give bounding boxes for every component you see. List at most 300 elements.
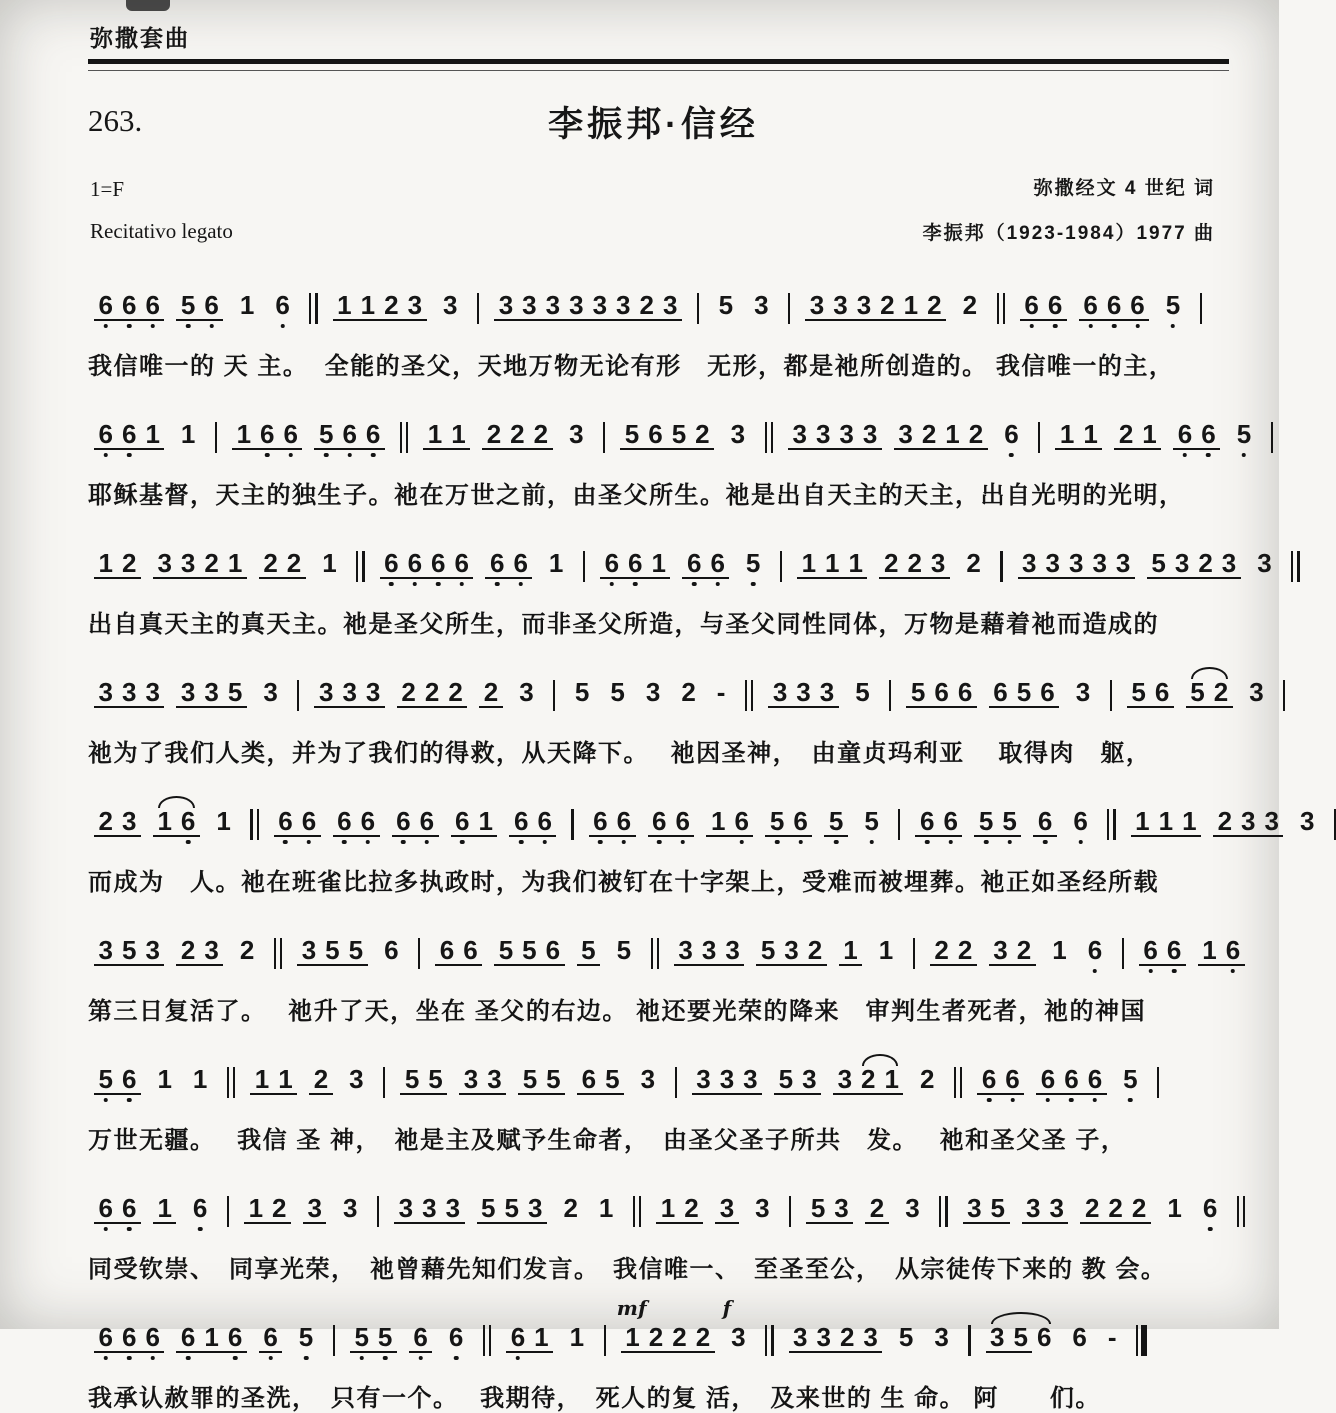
notes-row: [88, 799, 1315, 853]
note-group: [1055, 420, 1102, 450]
note: 5: [424, 1065, 447, 1095]
note-group: [232, 420, 302, 450]
note: 5: [494, 936, 517, 966]
note-group: [860, 807, 883, 835]
notes-row: [88, 1186, 1219, 1240]
tie-arc: [153, 807, 200, 837]
note: 1: [239, 290, 255, 320]
note-group: [1232, 420, 1255, 448]
tie-arc: [857, 1065, 904, 1095]
note: 2: [857, 1065, 880, 1095]
note: 2: [397, 678, 420, 708]
note: 2: [1127, 1194, 1150, 1224]
note: 6: [117, 1065, 140, 1095]
note-group: [380, 549, 474, 579]
lyrics-row: 出自真天主的真天主。祂是圣父所生，而非圣父所造，与圣父同性同体，万物是藉着祂而造成的: [88, 611, 1159, 638]
note: 1: [1055, 420, 1078, 450]
barline-single: [968, 1325, 970, 1356]
note-group: [153, 807, 200, 837]
note: 3: [755, 1193, 770, 1223]
note: 3: [963, 1194, 986, 1224]
note: 3: [117, 807, 140, 837]
note: 3: [830, 1194, 853, 1224]
note: 6: [361, 420, 384, 450]
note-group: [244, 1194, 291, 1224]
note: 2: [635, 291, 658, 321]
note: 6: [259, 1323, 282, 1353]
note-group: [509, 807, 556, 837]
note-group: [188, 1194, 211, 1222]
note: 3: [815, 678, 838, 708]
note: 1: [569, 1322, 585, 1352]
note: 1: [274, 1065, 297, 1095]
note: 6: [644, 420, 667, 450]
lyrics-row: 同受钦崇、 同享光荣， 祂曾藉先知们发言。 我信唯一、 至圣至公， 从宗徒传下来的 教 会。: [88, 1256, 1167, 1283]
note: 5: [610, 677, 625, 707]
lyrics-row: 我信唯一的 天 主。 全能的圣父，天地万物无论有形 无形，都是祂所创造的。 我信唯一的主，: [88, 353, 1175, 380]
note-group: [974, 807, 1021, 837]
music-line: [88, 799, 1315, 897]
barline-double: [250, 809, 258, 840]
note-group: [1033, 807, 1056, 837]
note: 6: [176, 1323, 199, 1353]
note: 2: [380, 291, 403, 321]
note-group: [494, 291, 682, 321]
note: 2: [482, 420, 505, 450]
note: 6: [141, 291, 164, 321]
note-group: [518, 1065, 565, 1095]
note: 1: [447, 420, 470, 450]
note: 2: [1080, 1194, 1103, 1224]
note: 3: [692, 1065, 715, 1095]
note: 6: [1079, 291, 1102, 321]
note: 2: [1012, 936, 1035, 966]
note: 5: [574, 677, 590, 707]
note: 2: [691, 1323, 714, 1353]
note-group: [906, 678, 976, 708]
note-group: [726, 420, 749, 448]
note: 3: [1299, 806, 1315, 836]
note-group: [392, 807, 439, 837]
notes-row: [88, 1057, 1219, 1111]
note-group: [259, 1323, 282, 1353]
note-group: [765, 807, 812, 837]
note: 5: [373, 1323, 396, 1353]
note: 5: [906, 678, 929, 708]
note: 1: [474, 807, 497, 837]
note: 2: [117, 549, 140, 579]
note: 1: [839, 936, 862, 966]
lyrics-row: 第三日复活了。 祂升了天，坐在 圣父的右边。 祂还要光荣的降来 审判生者死者，祂的神国: [88, 998, 1147, 1025]
note: 3: [94, 936, 117, 966]
note: 3: [612, 291, 635, 321]
note: 3: [859, 1323, 882, 1353]
note: 1: [180, 419, 196, 449]
barline-single: [227, 1196, 229, 1227]
note: 5: [616, 935, 632, 965]
note: 6: [356, 807, 379, 837]
note: 6: [409, 1323, 432, 1353]
note: 6: [706, 549, 729, 579]
note-group: [297, 936, 367, 966]
lyrics-row: 耶稣基督，天主的独生子。祂在万世之前，由圣父所生。祂是出自天主的天主，出自光明的光明，: [88, 482, 1185, 509]
note: 5: [824, 807, 847, 837]
note: 3: [483, 1065, 506, 1095]
note-group: [674, 936, 744, 966]
note: 6: [94, 1323, 117, 1353]
barline-single: [377, 1196, 379, 1227]
note: 3: [263, 677, 278, 707]
note: 1: [1131, 807, 1154, 837]
note-group: [235, 291, 258, 319]
note: 3: [1257, 548, 1272, 578]
barline-single: [789, 1196, 791, 1227]
barline-single: [604, 1325, 606, 1356]
note: 5: [1119, 1065, 1142, 1093]
note-group: [621, 1323, 715, 1353]
barline-single: [889, 680, 891, 711]
note: 3: [494, 291, 517, 321]
note: 6: [427, 549, 450, 579]
barline-single: [553, 680, 555, 711]
note: 1: [821, 549, 844, 579]
note: 6: [977, 1065, 1000, 1095]
note-group: [338, 1194, 361, 1222]
note: 3: [715, 1065, 738, 1095]
note: 2: [962, 290, 978, 320]
note: 1: [356, 291, 379, 321]
note: 2: [506, 420, 529, 450]
note-group: [1119, 1065, 1142, 1093]
note-group: [901, 1194, 924, 1222]
barline-single: [780, 551, 782, 582]
note: 5: [860, 807, 883, 835]
note: 6: [533, 807, 556, 837]
note-group: [1213, 807, 1283, 837]
note: 5: [176, 291, 199, 321]
note: 3: [1088, 549, 1111, 579]
note: 2: [966, 548, 981, 578]
note: 5: [500, 1194, 523, 1224]
note-group: [294, 1323, 317, 1351]
note: 3: [565, 291, 588, 321]
note-group: [756, 936, 826, 966]
note: 6: [730, 807, 753, 837]
note: 3: [297, 936, 320, 966]
note-group: [789, 1323, 883, 1353]
note: 5: [294, 1323, 317, 1351]
note: 2: [803, 936, 826, 966]
note-group: [515, 678, 538, 706]
note: mf 1: [621, 1323, 644, 1353]
note: 3: [338, 678, 361, 708]
note-group: [435, 936, 482, 966]
barline-single: [1110, 680, 1112, 711]
note: 5: [741, 549, 764, 577]
tie-arc: [1186, 678, 1233, 708]
note: 3: [94, 678, 117, 708]
note: 3: [739, 1065, 762, 1095]
note: 1: [94, 549, 117, 579]
note: 5: [1186, 678, 1209, 708]
note: 6: [1036, 1322, 1052, 1352]
music-line: [88, 1057, 1219, 1155]
note: 6: [1060, 1065, 1083, 1095]
note-group: [714, 291, 737, 319]
note: 1: [157, 1064, 172, 1094]
note: 3: [200, 678, 223, 708]
note-group: [1198, 936, 1245, 966]
note: 2: [529, 420, 552, 450]
barline-single: [1200, 293, 1202, 324]
note-group: [397, 678, 467, 708]
note: 6: [94, 420, 117, 450]
note: 1: [244, 1194, 267, 1224]
note: 6: [1069, 807, 1092, 835]
note: 3: [894, 420, 917, 450]
note: 5: [314, 420, 337, 450]
note: 6: [1173, 420, 1196, 450]
note-group: [989, 678, 1059, 708]
note: 3: [730, 419, 746, 449]
note-group: [333, 807, 380, 837]
note: 6: [671, 807, 694, 837]
note-group: [1295, 807, 1318, 835]
note-group: [606, 678, 629, 706]
lyrics-row: 万世无疆。 我信 圣 神， 祂是主及赋予生命者， 由圣父圣子所共 发。 祂和圣父圣 子，: [88, 1127, 1127, 1154]
note-group: [333, 291, 427, 321]
note: 6: [274, 807, 297, 837]
note: 1: [1154, 807, 1177, 837]
note-group: [153, 1194, 176, 1224]
note: 2: [680, 1194, 703, 1224]
note: 5: [667, 420, 690, 450]
tie-arc: [986, 1323, 1056, 1353]
note: 1: [899, 291, 922, 321]
note: 2: [691, 420, 714, 450]
note: 3: [812, 1323, 835, 1353]
note: 6: [1000, 420, 1023, 448]
note-group: [620, 420, 714, 450]
barline-single: [383, 1067, 385, 1098]
barline-double: [309, 293, 317, 324]
note: 6: [577, 1065, 600, 1095]
note: 6: [333, 807, 356, 837]
note: 6: [989, 678, 1012, 708]
song-title: 李振邦·信经: [548, 105, 759, 144]
note: 5: [998, 807, 1021, 837]
note-group: [314, 678, 384, 708]
note: 3: [658, 291, 681, 321]
note: 5: [1161, 291, 1184, 319]
note-group: [594, 1194, 617, 1222]
note: 3: [569, 419, 584, 449]
note-group: [314, 420, 384, 450]
note: 5: [1147, 549, 1170, 579]
note: 3: [674, 936, 697, 966]
note: 1: [880, 1065, 903, 1095]
barline-double: [765, 422, 773, 453]
note: 3: [833, 1065, 856, 1095]
note: 6: [117, 1323, 140, 1353]
barline-single: [1000, 551, 1002, 582]
note: 3: [780, 936, 803, 966]
note: 2: [176, 936, 199, 966]
music-line: [88, 412, 1252, 510]
note-group: [176, 291, 223, 321]
note-group: [1022, 1194, 1069, 1224]
notes-row: [88, 412, 1252, 466]
note: 6: [509, 807, 532, 837]
note-group: [1068, 1323, 1091, 1351]
barline-single: [788, 293, 790, 324]
note-group: [712, 678, 730, 706]
note: 6: [384, 935, 399, 965]
note: 6: [338, 420, 361, 450]
note: 2: [268, 1194, 291, 1224]
note-group: [894, 1323, 917, 1351]
note: 3: [934, 1322, 949, 1352]
note: 1: [878, 935, 894, 965]
dash-note: -: [716, 677, 726, 707]
note: 3: [200, 936, 223, 966]
notes-row: [88, 670, 1264, 724]
notes-row: [88, 928, 1241, 982]
note: 5: [117, 936, 140, 966]
note: 3: [1260, 807, 1283, 837]
barline-single: [1122, 938, 1124, 969]
note-group: [94, 1194, 141, 1224]
note: 3: [314, 678, 337, 708]
note-group: [303, 1194, 326, 1224]
note: 3: [811, 420, 834, 450]
score: [88, 283, 1315, 1413]
note: 6: [939, 807, 962, 837]
note: 2: [668, 1323, 691, 1353]
note: 6: [1043, 291, 1066, 321]
note: 5: [1009, 1323, 1032, 1353]
note-group: [577, 936, 600, 966]
note: 6: [1083, 936, 1106, 964]
note-group: [774, 1065, 821, 1095]
note: 6: [915, 807, 938, 837]
note: 1: [548, 548, 564, 578]
note: 1: [153, 807, 176, 837]
note-group: [94, 1065, 141, 1095]
note: 2: [1194, 549, 1217, 579]
note: 6: [1150, 678, 1173, 708]
music-line: [88, 541, 1272, 639]
note: 2: [953, 936, 976, 966]
note: 2: [835, 1323, 858, 1353]
note: 1: [200, 1323, 223, 1353]
note: 2: [1213, 807, 1236, 837]
note: 2: [930, 936, 953, 966]
note: 3: [852, 291, 875, 321]
music-line: [88, 928, 1241, 1026]
note: 6: [403, 549, 426, 579]
note-group: [1198, 1194, 1221, 1222]
note: 6: [176, 807, 199, 837]
note: 5: [400, 1065, 423, 1095]
barline-single: [297, 680, 299, 711]
note: 5: [898, 1322, 914, 1352]
barline-double: [745, 680, 753, 711]
note: f 3: [727, 1323, 750, 1351]
note: 2: [644, 1323, 667, 1353]
note: 3: [518, 291, 541, 321]
note-group: [176, 678, 246, 708]
note: 1: [1052, 935, 1067, 965]
note: 6: [451, 807, 474, 837]
note-group: [565, 1323, 588, 1351]
note-group: [259, 549, 306, 579]
note: 1: [1178, 807, 1201, 837]
note: 2: [563, 1193, 578, 1223]
note: 6: [485, 549, 508, 579]
note: 2: [309, 1065, 332, 1095]
note-group: [274, 807, 321, 837]
note-group: [309, 1065, 332, 1095]
barline-double: [651, 938, 659, 969]
note-group: [751, 1194, 774, 1222]
note: 1: [1138, 420, 1161, 450]
music-line: [88, 283, 1219, 381]
note: 1: [192, 1064, 208, 1094]
music-line: [88, 1186, 1219, 1284]
note-group: [636, 1065, 659, 1093]
note: 6: [141, 1323, 164, 1353]
note: 5: [542, 1065, 565, 1095]
note: 1: [250, 1065, 273, 1095]
note: 2: [200, 549, 223, 579]
note: 5: [321, 936, 344, 966]
note-group: [879, 549, 949, 579]
note: 6: [953, 678, 976, 708]
note-group: [1245, 678, 1268, 706]
note-group: [600, 549, 670, 579]
note-group: [741, 549, 764, 577]
note-group: [1114, 420, 1161, 450]
lyrics-row: 而成为 人。祂在班雀比拉多执政时，为我们被钉在十字架上，受难而被埋葬。祂正如圣经所载: [88, 869, 1159, 896]
note: 3: [141, 678, 164, 708]
barline-single: [215, 422, 217, 453]
note-group: [94, 678, 164, 708]
note: 5: [518, 936, 541, 966]
barline-double: [1291, 551, 1299, 582]
note-group: [833, 1065, 903, 1095]
note-group: [1161, 291, 1184, 319]
notes-row: [88, 1315, 1219, 1369]
note-group: [715, 1194, 738, 1224]
note: 6: [223, 1323, 246, 1353]
note: 2: [239, 935, 255, 965]
note-group: [788, 420, 882, 450]
barline-double: [633, 1196, 641, 1227]
barline-double: [400, 422, 408, 453]
note-group: [380, 936, 403, 964]
note: 2: [865, 1194, 888, 1224]
note-group: [958, 291, 981, 319]
note: 6: [930, 678, 953, 708]
note: 6: [682, 549, 705, 579]
note: 5: [1232, 420, 1255, 448]
note-group: [176, 1323, 246, 1353]
note-group: [459, 1065, 506, 1095]
note: 3: [805, 291, 828, 321]
note: 6: [589, 807, 612, 837]
note: 5: [774, 1065, 797, 1095]
